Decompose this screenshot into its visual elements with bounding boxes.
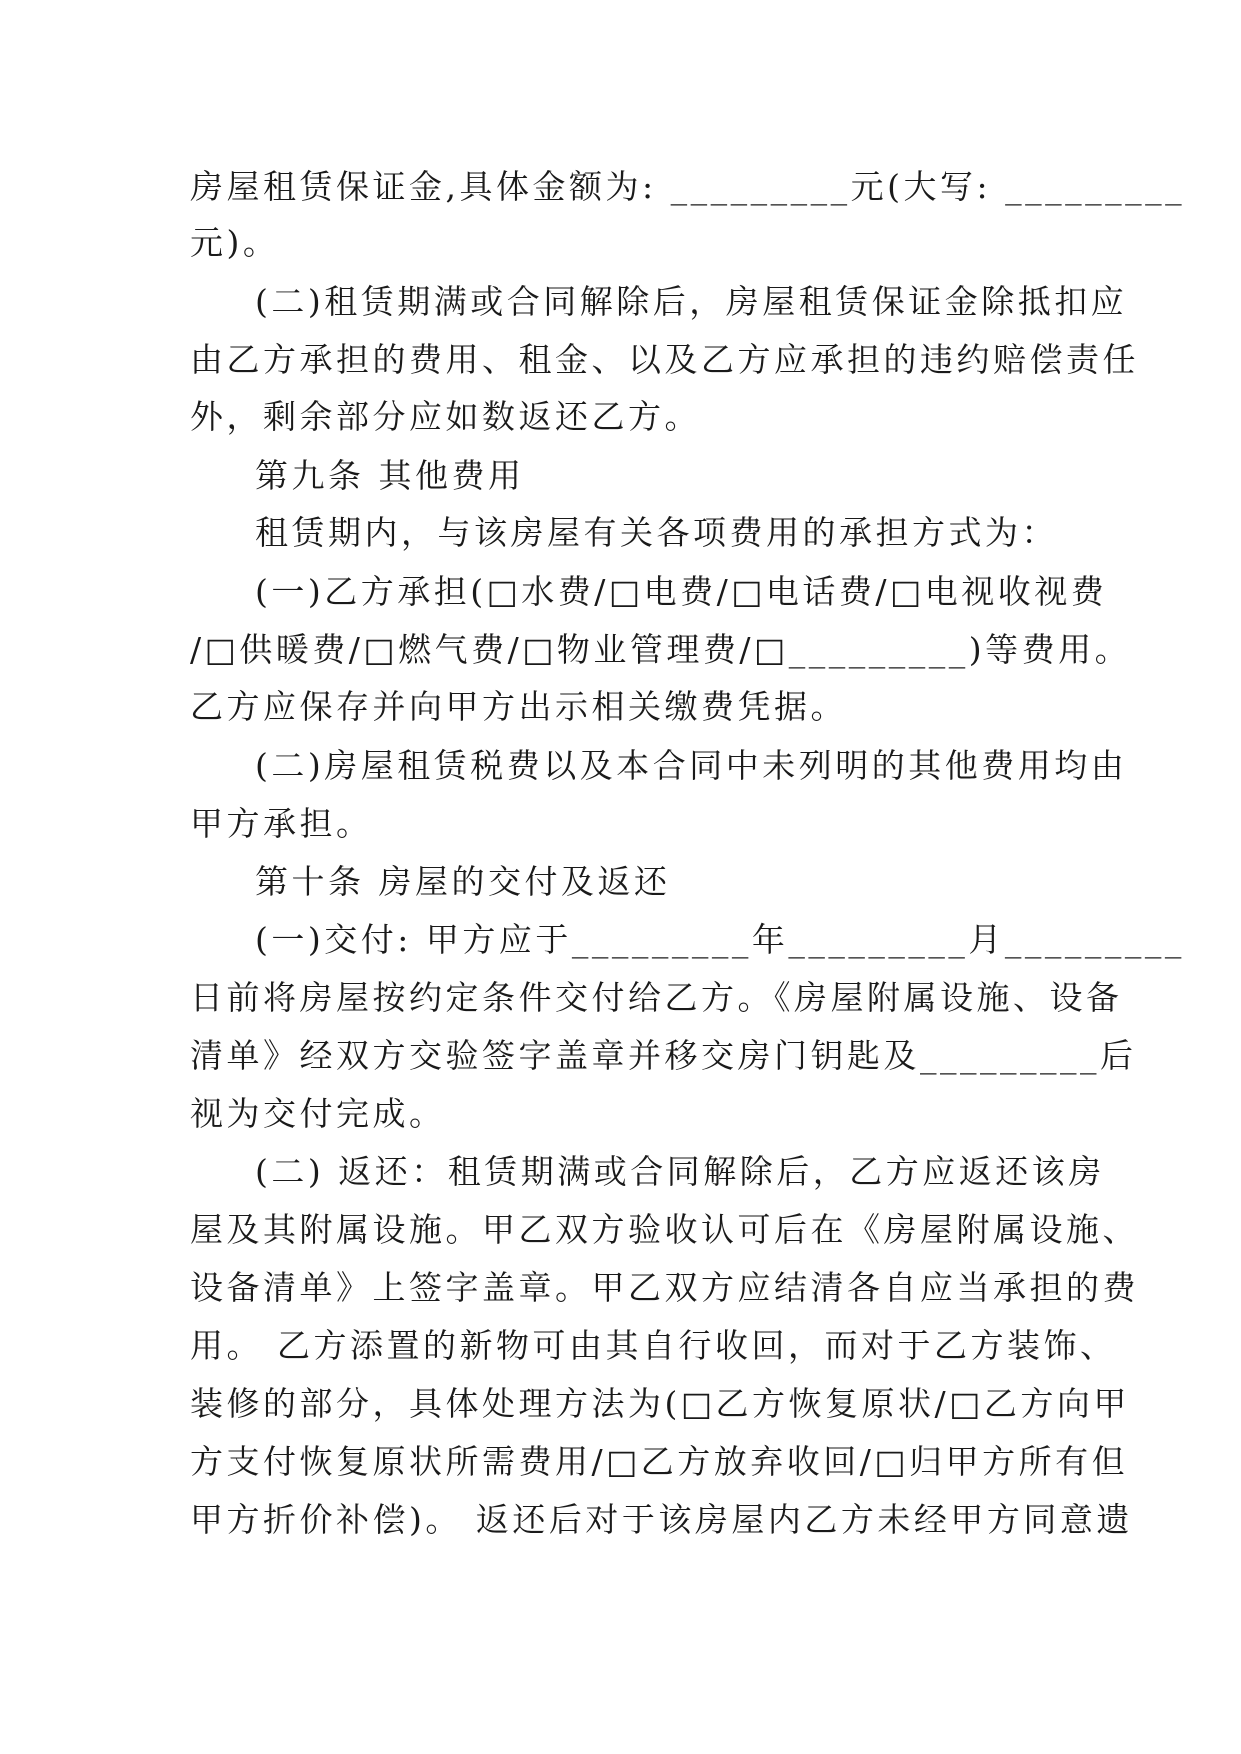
text-line: 元)。 — [190, 223, 280, 262]
text-line: /□供暖费/□燃气费/□物业管理费/□_________)等费用。 — [190, 630, 1132, 669]
text-line: 房屋租赁保证金,具体金额为: _________元(大写: _________ — [190, 167, 1186, 206]
text-line: 设备清单》上签字盖章。甲乙双方应结清各自应当承担的费 — [190, 1268, 1139, 1307]
text-line: 外，剩余部分应如数返还乙方。 — [190, 397, 701, 436]
text-line: 方支付恢复原状所需费用/□乙方放弃收回/□归甲方所有但 — [190, 1442, 1129, 1481]
text-line: (二) 返还：租赁期满或合同解除后，乙方应返还该房 — [255, 1152, 1105, 1191]
text-line: 视为交付完成。 — [190, 1094, 446, 1133]
text-line: 甲方折价补偿)。 返还后对于该房屋内乙方未经甲方同意遗 — [190, 1500, 1133, 1539]
text-line: 屋及其附属设施。甲乙双方验收认可后在《房屋附属设施、 — [190, 1210, 1139, 1249]
text-line: 乙方应保存并向甲方出示相关缴费凭据。 — [190, 687, 847, 726]
text-line: 租赁期内，与该房屋有关各项费用的承担方式为： — [255, 513, 1058, 552]
text-line: 由乙方承担的费用、租金、以及乙方应承担的违约赔偿责任 — [190, 340, 1139, 379]
text-line: (一)乙方承担(□水费/□电费/□电话费/□电视收视费 — [255, 572, 1108, 611]
text-line: 甲方承担。 — [190, 804, 373, 843]
text-line: (二)房屋租赁税费以及本合同中未列明的其他费用均由 — [255, 746, 1128, 785]
text-line: (一)交付: 甲方应于_________年_________月_________ — [255, 920, 1185, 959]
text-line: 用。 乙方添置的新物可由其自行收回，而对于乙方装饰、 — [190, 1326, 1117, 1365]
text-line: 装修的部分，具体处理方法为(□乙方恢复原状/□乙方向甲 — [190, 1384, 1130, 1423]
text-line: 清单》经双方交验签字盖章并移交房门钥匙及_________后 — [190, 1036, 1137, 1075]
section-heading: 第九条 其他费用 — [255, 456, 525, 495]
text-line: (二)租赁期满或合同解除后，房屋租赁保证金除抵扣应 — [255, 282, 1128, 321]
section-heading: 第十条 房屋的交付及返还 — [255, 862, 671, 901]
text-line: 日前将房屋按约定条件交付给乙方。《房屋附属设施、设备 — [190, 978, 1123, 1017]
